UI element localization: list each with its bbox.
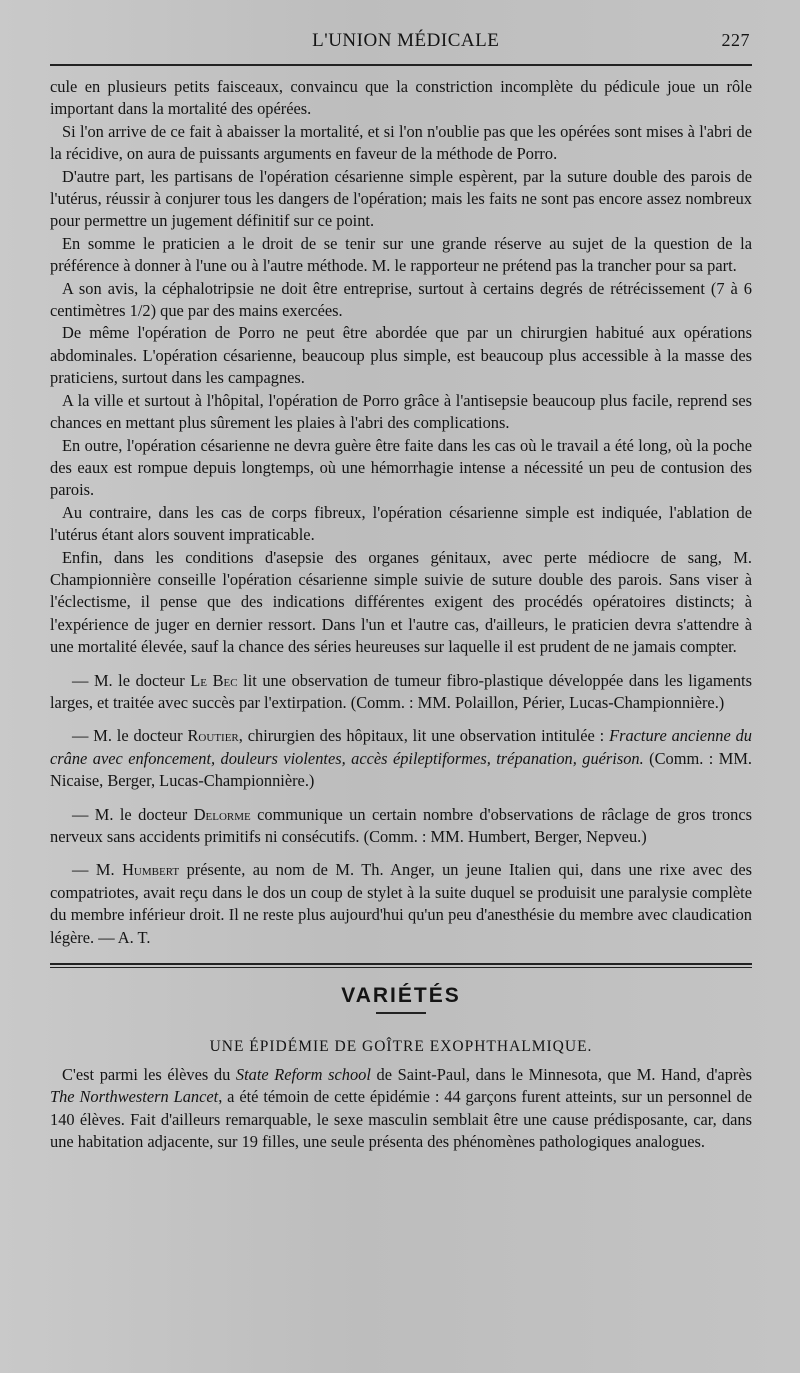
paragraph-10: Enfin, dans les conditions d'asepsie des organes génitaux, avec perte médiocre de sang, M. Championnière conseille l'opération césarienne simple suivie de suture double des parois. Sans viser à l'éclectisme, il pense que des indications différentes exigent des procédés opératoires distincts; à l'expérience de juger en dernier ressort. Dans l'un et l'autre cas, d'ailleurs, le praticien devra s'attendre à une mortalité élevée, sauf la chance des séries heureuses sur laquelle il est prudent de ne jamais compter. (50, 547, 752, 657)
paragraph-8: En outre, l'opération césarienne ne devra guère être faite dans les cas où le travail a été long, où la poche des eaux est rompue depuis longtemps, où une hémorrhagie intense a nécessité un peu de contusion des parois. (50, 435, 752, 500)
title-underline (376, 1012, 426, 1014)
school-name: State Reform school (235, 1065, 371, 1085)
body-text: de Saint-Paul, dans le Minnesota, que M. Hand, d'après (370, 1065, 752, 1085)
item-text: — M. (72, 860, 123, 880)
author-name: Routier (187, 726, 239, 746)
observation-title: Fracture ancienne du crâne avec enfoncement, douleurs violentes, accès épileptiformes, trépanation, guérison. (50, 726, 752, 768)
item-text: , chirurgien des hôpitaux, lit une observation intitulée : (238, 726, 610, 746)
paragraph-9: Au contraire, dans les cas de corps fibreux, l'opération césarienne simple est indiquée, l'ablation de l'utérus étant alors souvent impraticable. (50, 502, 752, 545)
body-text: C'est parmi les élèves du (62, 1065, 236, 1085)
body-text: , a été témoin de cette épidémie : 44 garçons furent atteints, sur un personnel de 140 élèves. Fait d'ailleurs remarquable, le sexe masculin semblait être une cause prédisposante, car, dans une habitation adjacente, sur 19 filles, une seule présenta des phénomènes pathologiques analogues. (50, 1087, 752, 1152)
communication-lebec (50, 670, 752, 715)
article-subtitle: UNE ÉPIDÉMIE DE GOÎTRE EXOPHTHALMIQUE. (209, 1038, 593, 1056)
journal-title: L'UNION MÉDICALE (312, 30, 500, 51)
author-name: Le Bec (190, 670, 238, 690)
paragraph-6: De même l'opération de Porro ne peut être abordée que par un chirurgien habitué aux opérations abdominales. L'opération césarienne, beaucoup plus simple, est beaucoup plus accessible à la masse des praticiens, surtout dans les campagnes. (50, 323, 752, 388)
item-text: — M. le docteur (72, 670, 191, 690)
item-text: communique un certain nombre d'observations de râclage de gros troncs nerveux sans accidents primitifs ni consécutifs. (Comm. : MM. Humbert, Berger, Nepveu.) (50, 804, 752, 846)
paragraph-3: D'autre part, les partisans de l'opération césarienne simple espèrent, par la suture double des parois de l'utérus, réussir à conjurer tous les dangers de l'opération; mais les faits ne sont pas encore assez nombreux pour permettre un jugement définitif sur ce point. (50, 166, 752, 231)
section-divider (50, 963, 752, 968)
communication-humbert (50, 859, 752, 949)
header-rule (50, 64, 752, 66)
running-header (50, 30, 752, 56)
author-name: Humbert (122, 860, 180, 880)
article-body (50, 1064, 752, 1154)
item-text: (Comm. : MM. Nicaise, Berger, Lucas-Championnière.) (50, 748, 752, 791)
paragraph-7: A la ville et surtout à l'hôpital, l'opération de Porro grâce à l'antisepsie beaucoup plus facile, reprend ses chances en mettant plus sûrement les plaies à l'abri des complications. (50, 390, 752, 433)
item-text: présente, au nom de M. Th. Anger, un jeune Italien qui, dans une rixe avec des compatriotes, avait reçu dans le dos un coup de stylet à la suite duquel se produisit une paralysie complète du membre inférieur droit. Il ne reste plus aujourd'hui qu'un peu d'anesthésie du membre avec claudication légère. — A. T. (50, 860, 752, 947)
paragraph-5: A son avis, la céphalotripsie ne doit être entreprise, surtout à certains degrés de rétrécissement (7 à 6 centimètres 1/2) que par des mains exercées. (50, 278, 752, 321)
communication-delorme (50, 804, 752, 849)
item-text: lit une observation de tumeur fibro-plastique développée dans les ligaments larges, et traitée avec succès par l'extirpation. (Comm. : MM. Polaillon, Périer, Lucas-Championnière.) (50, 670, 752, 712)
communication-routier (50, 725, 752, 792)
paragraph-1: cule en plusieurs petits faisceaux, convaincu que la constriction incomplète du pédicule joue un rôle important dans la mortalité des opérées. (50, 77, 752, 119)
paragraph-4: En somme le praticien a le droit de se tenir sur une grande réserve au sujet de la question de la préférence à donner à l'une ou à l'autre méthode. M. le rapporteur ne prétend pas la trancher pour sa part. (50, 233, 752, 276)
section-title: VARIÉTÉS (341, 984, 461, 1008)
paragraph-2: Si l'on arrive de ce fait à abaisser la mortalité, et si l'on n'oublie pas que les opérées sont mises à l'abri de la récidive, on aura de puissants arguments en faveur de la méthode de Porro. (50, 121, 752, 164)
item-text: — M. le docteur (72, 804, 194, 824)
item-text: — M. le docteur (72, 726, 188, 746)
page-number: 227 (721, 30, 750, 50)
journal-name: The Northwestern Lancet (50, 1087, 219, 1107)
author-name: Delorme (193, 804, 251, 824)
